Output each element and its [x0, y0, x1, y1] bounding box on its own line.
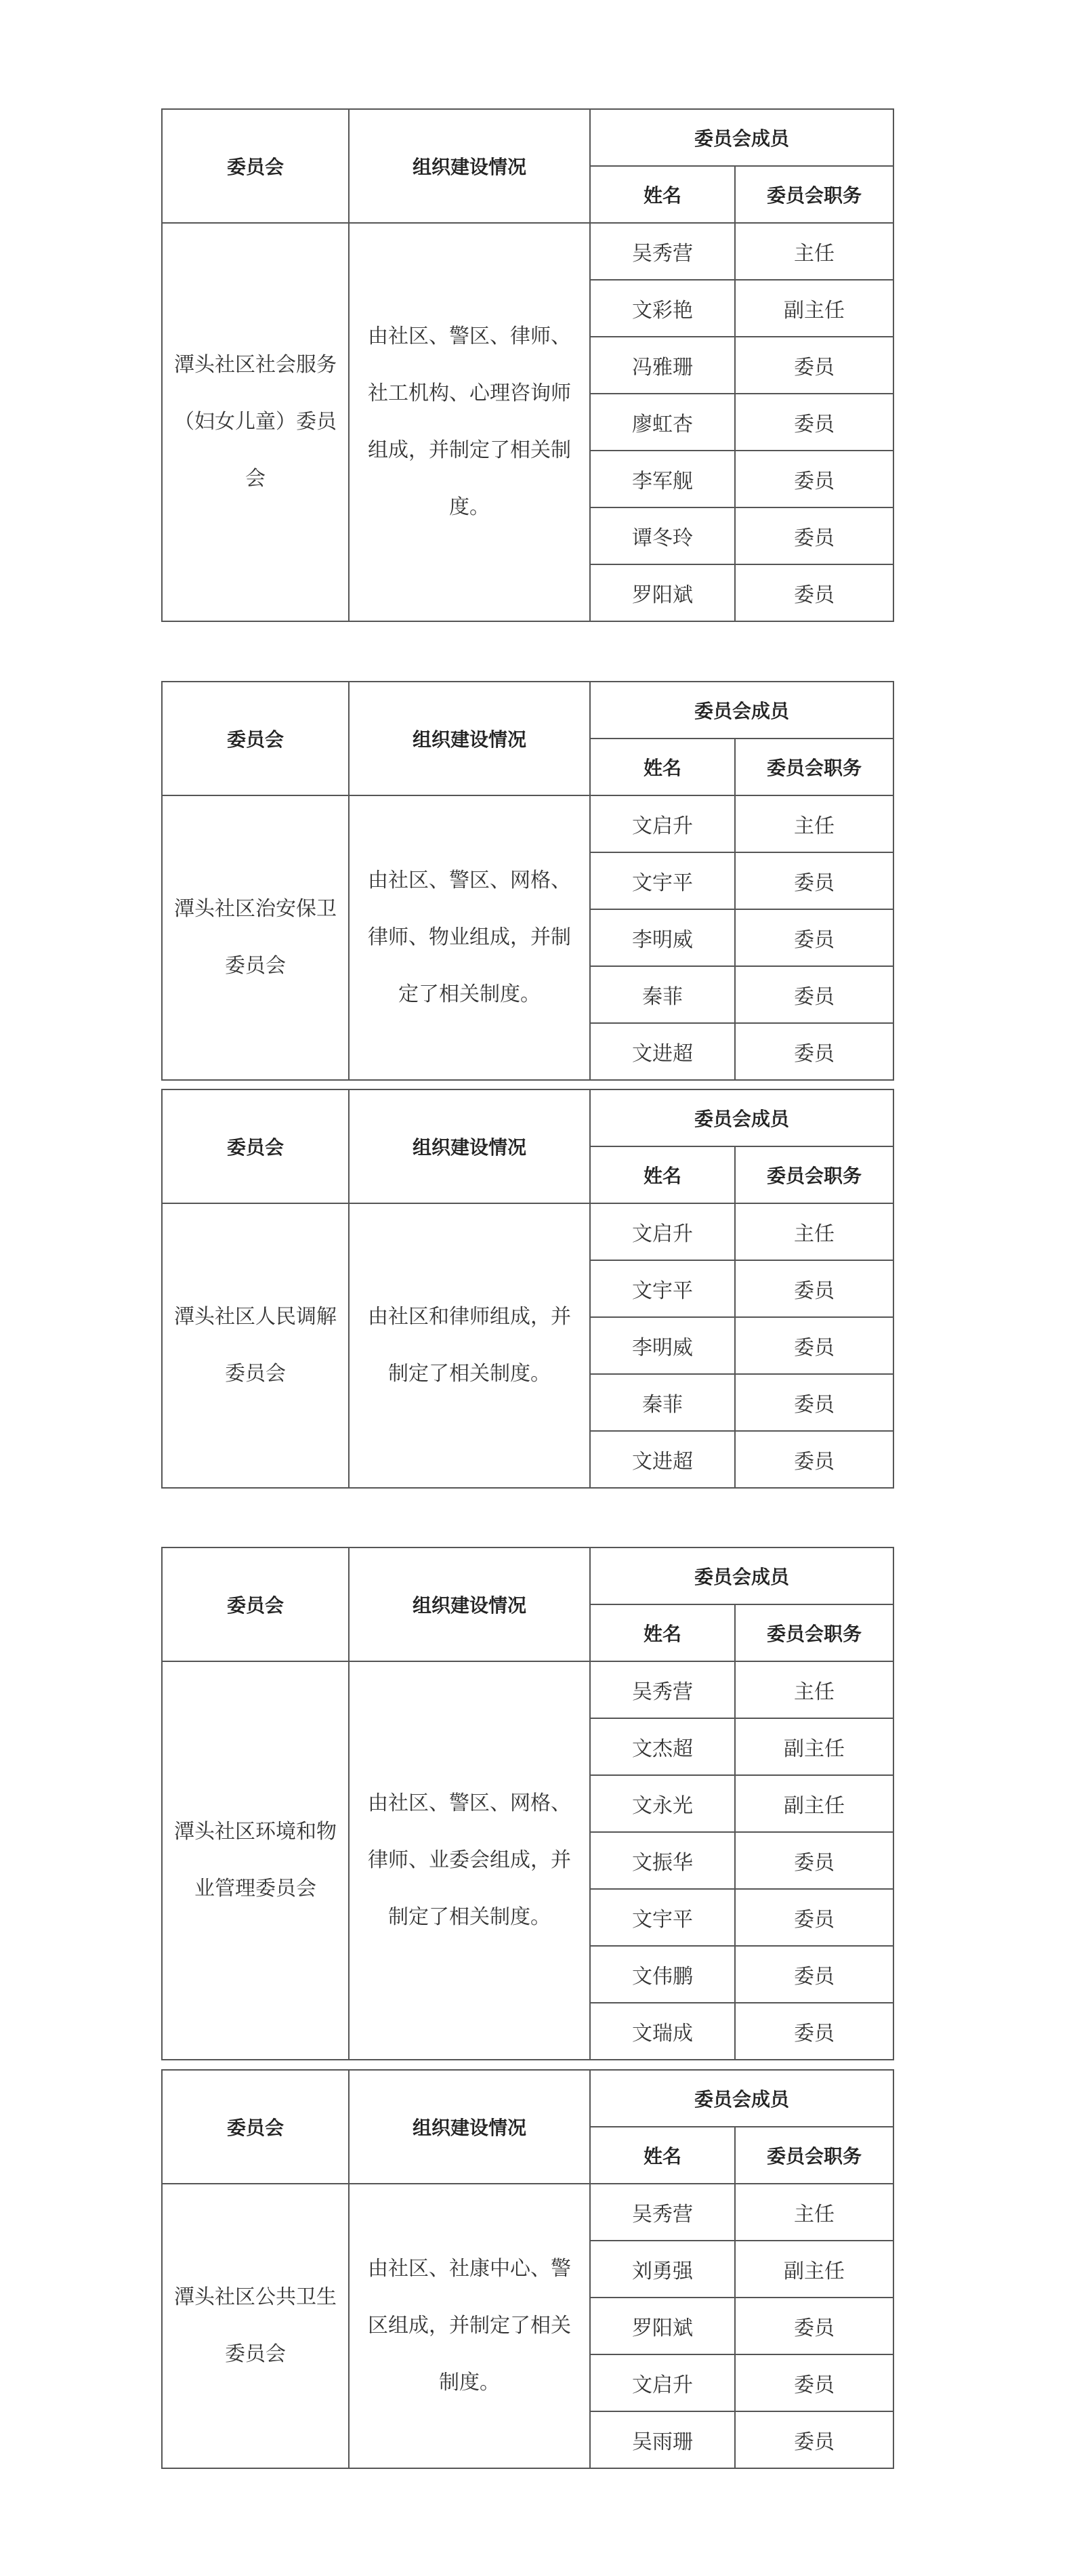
member-role: 主任: [735, 223, 893, 280]
member-role: 委员: [735, 1317, 893, 1374]
header-name: 姓名: [590, 1604, 735, 1661]
header-role: 委员会职务: [735, 1146, 893, 1203]
member-name: 秦菲: [590, 1374, 735, 1431]
header-members: 委员会成员: [590, 109, 893, 166]
member-name: 廖虹杏: [590, 394, 735, 451]
member-row: [162, 1203, 893, 1260]
member-name: 文伟鹏: [590, 1946, 735, 2003]
header-members: 委员会成员: [590, 1089, 893, 1146]
member-role: 委员: [735, 337, 893, 394]
committee-table-3: [161, 1089, 894, 1489]
member-role: 委员: [735, 1374, 893, 1431]
member-name: 吴秀营: [590, 2184, 735, 2241]
header-construction: 组织建设情况: [349, 109, 590, 223]
construction-description: 由社区和律师组成，并制定了相关制度。: [349, 1203, 590, 1488]
header-construction: 组织建设情况: [349, 682, 590, 795]
member-name: 李军舰: [590, 451, 735, 507]
member-name: 吴秀营: [590, 1661, 735, 1718]
member-role: 委员: [735, 564, 893, 621]
committee-table-5: [161, 2069, 894, 2469]
header-role: 委员会职务: [735, 739, 893, 795]
header-role: 委员会职务: [735, 2127, 893, 2184]
member-role: 副主任: [735, 2241, 893, 2298]
committee-table-4: [161, 1547, 894, 2060]
member-name: 文启升: [590, 1203, 735, 1260]
committee-table-2: [161, 681, 894, 1081]
committee-name: 潭头社区环境和物业管理委员会: [162, 1661, 349, 2060]
construction-description: 由社区、警区、网格、律师、物业组成，并制定了相关制度。: [349, 795, 590, 1080]
member-role: 主任: [735, 795, 893, 852]
member-name: 文启升: [590, 795, 735, 852]
member-role: 委员: [735, 966, 893, 1023]
header-name: 姓名: [590, 1146, 735, 1203]
committee-table-1: [161, 108, 894, 622]
header-name: 姓名: [590, 739, 735, 795]
member-name: 谭冬玲: [590, 507, 735, 564]
member-role: 委员: [735, 2354, 893, 2411]
committee-name: 潭头社区公共卫生委员会: [162, 2184, 349, 2468]
member-name: 吴秀营: [590, 223, 735, 280]
construction-description: 由社区、警区、律师、社工机构、心理咨询师组成，并制定了相关制度。: [349, 223, 590, 621]
header-name: 姓名: [590, 166, 735, 223]
member-role: 委员: [735, 1260, 893, 1317]
header-committee: 委员会: [162, 1089, 349, 1203]
member-name: 李明威: [590, 1317, 735, 1374]
header-members: 委员会成员: [590, 2070, 893, 2127]
header-construction: 组织建设情况: [349, 1089, 590, 1203]
header-construction: 组织建设情况: [349, 2070, 590, 2184]
member-name: 文启升: [590, 2354, 735, 2411]
header-committee: 委员会: [162, 109, 349, 223]
member-role: 委员: [735, 2411, 893, 2468]
committee-name: 潭头社区人民调解委员会: [162, 1203, 349, 1488]
member-role: 委员: [735, 852, 893, 909]
member-row: [162, 795, 893, 852]
member-row: [162, 1661, 893, 1718]
member-role: 委员: [735, 507, 893, 564]
header-committee: 委员会: [162, 1547, 349, 1661]
member-name: 冯雅珊: [590, 337, 735, 394]
member-role: 委员: [735, 451, 893, 507]
member-name: 文振华: [590, 1832, 735, 1889]
construction-description: 由社区、社康中心、警区组成，并制定了相关制度。: [349, 2184, 590, 2468]
member-name: 文进超: [590, 1023, 735, 1080]
member-role: 副主任: [735, 1718, 893, 1775]
committee-name: 潭头社区社会服务（妇女儿童）委员会: [162, 223, 349, 621]
member-role: 副主任: [735, 280, 893, 337]
header-committee: 委员会: [162, 2070, 349, 2184]
construction-description: 由社区、警区、网格、律师、业委会组成，并制定了相关制度。: [349, 1661, 590, 2060]
member-name: 文宇平: [590, 1260, 735, 1317]
member-role: 委员: [735, 2298, 893, 2354]
member-name: 罗阳斌: [590, 2298, 735, 2354]
member-role: 主任: [735, 1661, 893, 1718]
member-name: 文进超: [590, 1431, 735, 1488]
member-role: 委员: [735, 2003, 893, 2060]
member-role: 副主任: [735, 1775, 893, 1832]
member-role: 主任: [735, 1203, 893, 1260]
member-row: [162, 2184, 893, 2241]
header-role: 委员会职务: [735, 1604, 893, 1661]
member-name: 文瑞成: [590, 2003, 735, 2060]
member-role: 委员: [735, 1889, 893, 1946]
member-role: 委员: [735, 1946, 893, 2003]
member-name: 文宇平: [590, 1889, 735, 1946]
header-committee: 委员会: [162, 682, 349, 795]
committee-name: 潭头社区治安保卫委员会: [162, 795, 349, 1080]
header-role: 委员会职务: [735, 166, 893, 223]
member-name: 李明威: [590, 909, 735, 966]
header-members: 委员会成员: [590, 1547, 893, 1604]
member-name: 罗阳斌: [590, 564, 735, 621]
header-members: 委员会成员: [590, 682, 893, 739]
member-name: 刘勇强: [590, 2241, 735, 2298]
member-name: 文永光: [590, 1775, 735, 1832]
member-role: 委员: [735, 909, 893, 966]
header-construction: 组织建设情况: [349, 1547, 590, 1661]
member-name: 文彩艳: [590, 280, 735, 337]
member-row: [162, 223, 893, 280]
member-name: 吴雨珊: [590, 2411, 735, 2468]
member-role: 委员: [735, 394, 893, 451]
member-name: 文宇平: [590, 852, 735, 909]
member-name: 文杰超: [590, 1718, 735, 1775]
member-role: 委员: [735, 1832, 893, 1889]
member-role: 委员: [735, 1023, 893, 1080]
member-name: 秦菲: [590, 966, 735, 1023]
header-name: 姓名: [590, 2127, 735, 2184]
member-role: 主任: [735, 2184, 893, 2241]
member-role: 委员: [735, 1431, 893, 1488]
